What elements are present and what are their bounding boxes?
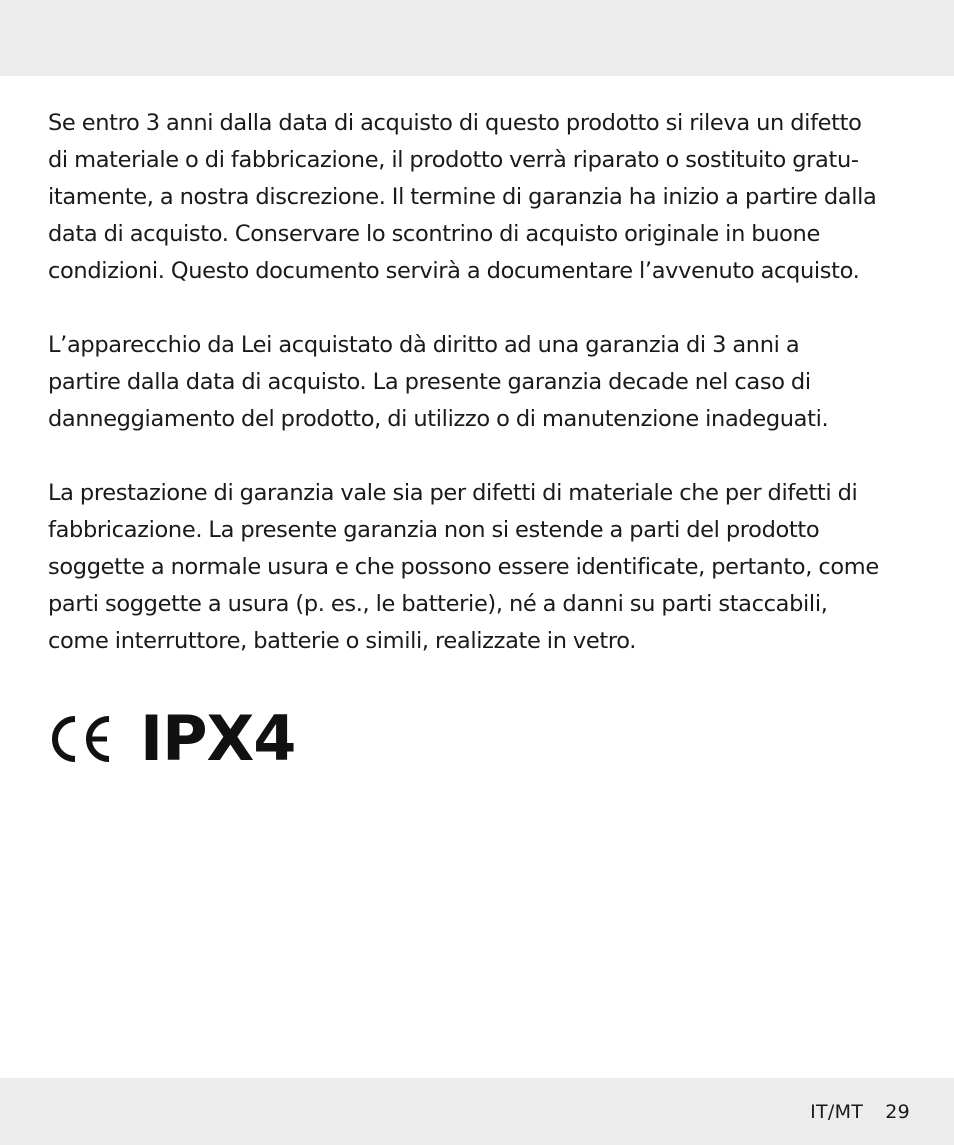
- paragraph-warranty-period: Se entro 3 anni dalla data di acquisto di questo prodotto si rileva un difetto di materiale o di fabbricazione, il prodotto verrà riparato o sostituito gratu- itamente, a nostra discrezione. Il termine di garanzia ha inizio a partire dalla data di acquisto. Conservare lo scontrino di acquisto originale in buone condizioni. Questo documento servirà a documentare l’avvenuto acquisto.: [48, 110, 877, 284]
- ce-mark-icon: [48, 713, 114, 765]
- header-band: [0, 0, 954, 76]
- warranty-text: [48, 105, 918, 697]
- paragraph-warranty-exclusions: La prestazione di garanzia vale sia per difetti di materiale che per difetti di fabbricazione. La presente garanzia non si estende a parti del prodotto soggette a normale usura e che possono essere identificate, pertanto, come parti soggette a usura (p. es., le batterie), né a danni su parti staccabili, come interruttore, batterie o simili, realizzate in vetro.: [48, 480, 879, 654]
- ipx4-rating: IPX4: [140, 702, 296, 775]
- page-footer: [810, 1100, 910, 1124]
- paragraph-warranty-scope: L’apparecchio da Lei acquistato dà diritto ad una garanzia di 3 anni a partire dalla data di acquisto. La presente garanzia decade nel caso di danneggiamento del prodotto, di utilizzo o di manutenzione inadeguati.: [48, 332, 829, 432]
- page-number: 29: [885, 1101, 910, 1123]
- certification-marks: [48, 702, 296, 775]
- footer-language: IT/MT: [810, 1101, 864, 1123]
